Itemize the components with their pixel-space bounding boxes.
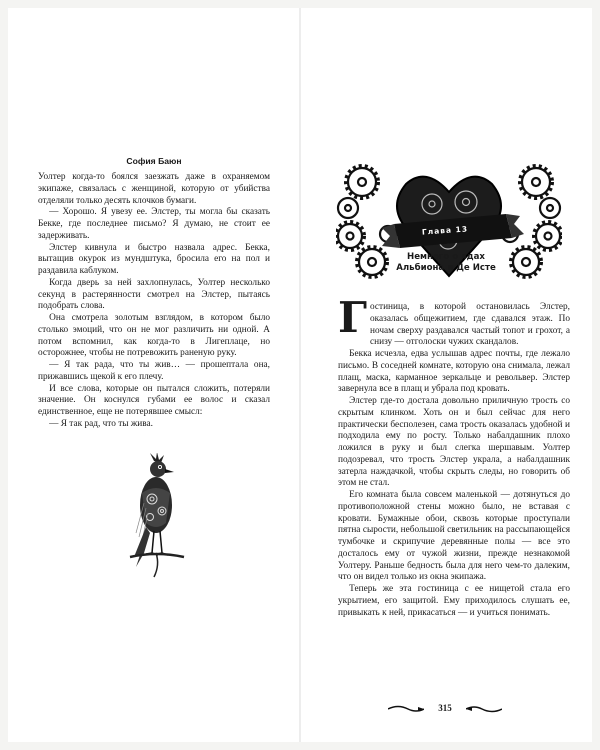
chapter-title-line: Немного о ядах [407,252,485,262]
paragraph: — Я так рада, что ты жив… — прошептала она, прижавшись щекой к его плечу. [38,360,270,382]
drop-cap: Г [338,293,367,342]
paragraph: Она смотрела золотым взглядом, в котором было столько эмоций, что он не мог различить ни одной. А потом вспомнил, как когда-то в Лигеплаце, но осторожнее, чтобы не потревожить раненую руку. [38,313,270,359]
paragraph: остиница, в которой остановилась Элстер, оказалась общежитием, где сдавался этаж. По ночам сверху раздавался частый топот и грохот, а снизу — отголоски чужих скандалов. [370,302,570,348]
chapter-label: Глава 13 [421,224,469,237]
running-head: София Баюн [126,156,182,166]
paragraph: Бекка исчезла, едва услышав адрес почты, где лежало письмо. В соседней комнате, которую она снимала, лежал плащ, маска, карманное зеркальце и револьвер. Элстер завернула все в плащ и убрала под кровать. [338,349,570,395]
book-spread [8,8,592,742]
paragraph: И все слова, которые он пытался сложить, потеряли значение. Он коснулся губами ее волос и сказал единственное, еще не потерявшее смысл: [38,383,270,417]
right-page [300,8,592,742]
paragraph: Элстер где-то достала довольно приличную трость со скрытым клинком. Хоть он и был сейчас для него практически бесполезен, сама трость оказалась удобной и подходила ему по росту. Только набалдашник плохо ложился в руку и был слегка шершавым. Уолтер подозревал, что трость Элстер украла, а набалдашник затерла наждачкой, чтобы скрыть следы, но говорить об этом не стал. [338,396,570,489]
paragraph: Уолтер когда-то боялся заезжать даже в охраняемом экипаже, связалась с женщиной, которую от убийства отделяли только десять клочков бумаги. [38,172,270,206]
mechanical-bird-illustration [126,453,188,588]
paragraph: Элстер кивнула и быстро назвала адрес. Бекка, вытащив окурок из мундштука, бросила его на пол и раздавила каблуком. [38,242,270,276]
chapter-title-line: Альбиона и Де Исте [396,263,496,273]
right-body-text [338,293,570,619]
paragraph: — Хорошо. Я увезу ее. Элстер, ты могла бы сказать Бекке, где последнее письмо? Я думаю, не стоит ее задерживать. [38,207,270,241]
paragraph: — Я так рад, что ты жива. [49,418,153,429]
left-body-text [38,172,270,431]
left-page [8,8,300,742]
page-number: 315 [438,703,452,713]
paragraph: Его комната была совсем маленькой — дотянуться до противоположной стены можно было, не вставая с кровати. Бумажные обои, сквозь которые проступали пятна сырости, небольшой светильник на рассыпающейся тумбочке и скрипучие деревянные полы — все это досталось ему от чужой жизни, прежде незнакомой Уолтеру. Раньше бедность была для него чем-то далеким, что он видел только из окна экипажа. [338,490,570,583]
left-swash-ornament [388,704,424,714]
page-number-folio [380,703,510,717]
paragraph: Теперь же эта гостиница с ее нищетой стала его укрытием, его защитой. Ему приходилось слушать ее, привыкать к ней, прикасаться — и учиться понимать. [338,584,570,618]
right-swash-ornament [466,704,502,714]
chapter-title [340,252,552,274]
paragraph: Когда дверь за ней захлопнулась, Уолтер несколько секунд в растерянности смотрел на Элстер, пытаясь подобрать слова. [38,277,270,312]
